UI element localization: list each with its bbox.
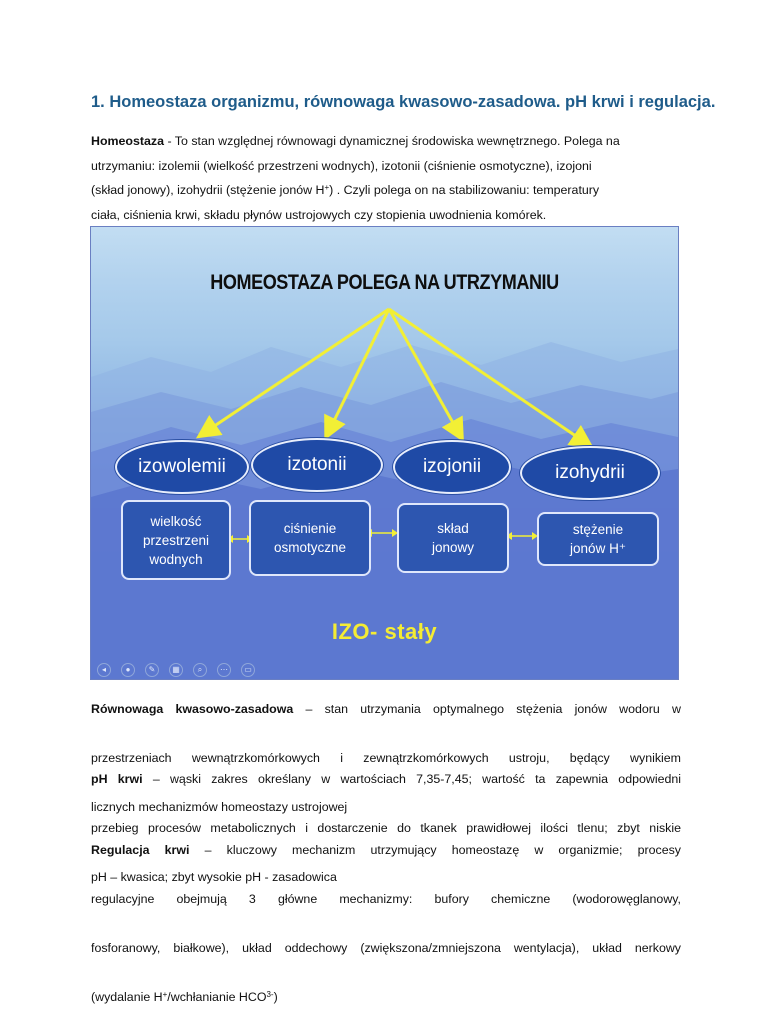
text-line: – wąski zakres określany w wartościach 7,35-7,45; wartość ta zapewnia odpowiedni <box>142 772 682 786</box>
oval-izohydrii: izohydrii <box>520 446 660 500</box>
camera-icon[interactable]: ▭ <box>241 663 255 677</box>
slide-title: HOMEOSTAZA POLEGA NA UTRZYMANIU <box>210 271 559 294</box>
term-homeostaza: Homeostaza <box>91 134 164 148</box>
superscript: 3- <box>266 990 274 999</box>
paragraph-regulacja <box>91 838 681 1010</box>
superscript: + <box>324 183 330 192</box>
text-line: (skład jonowy), izohydrii (stężenie jonów H <box>91 183 325 197</box>
zoom-icon[interactable]: ⌕ <box>193 663 207 677</box>
box-sklad-jonowy: skład jonowy <box>397 503 509 573</box>
pen-icon[interactable]: ✎ <box>145 663 159 677</box>
text-line: pH – kwasica; zbyt wysokie pH - zasadowica <box>91 870 337 884</box>
oval-izotonii: izotonii <box>251 438 383 492</box>
arrow-to-izotonii <box>327 309 389 435</box>
term-ph-krwi: pH krwi <box>91 772 143 786</box>
superscript: + <box>162 990 168 999</box>
grid-icon[interactable]: ▦ <box>169 663 183 677</box>
text-line: licznych mechanizmów homeostazy ustrojowej <box>91 800 348 814</box>
box-stezenie-jonow-h: stężenie jonów H⁺ <box>537 512 659 566</box>
document-heading: 1. Homeostaza organizmu, równowaga kwasowo-zasadowa. pH krwi i regulacja. <box>91 93 716 111</box>
text-line: /wchłanianie HCO <box>167 990 267 1004</box>
term-regulacja: Regulacja krwi <box>91 843 190 857</box>
slide-image <box>91 227 678 679</box>
box-cisnienie-osmotyczne: ciśnienie osmotyczne <box>249 500 371 576</box>
text-line: - To stan względnej równowagi dynamicznej środowiska wewnętrznego. Polega na <box>164 134 620 148</box>
slide-footer: IZO- stały <box>331 619 438 644</box>
arrow-to-izojonii <box>389 309 461 437</box>
text-line: przestrzeniach wewnątrzkomórkowych i zewnątrzkomórkowych ustroju, będący wynikiem <box>91 751 681 765</box>
text-line: – stan utrzymania optymalnego stężenia jonów wodoru w <box>293 702 681 716</box>
text-line: ) <box>273 990 278 1004</box>
text-line: przebieg procesów metabolicznych i dostarczenie do tkanek prawidłowej ilości tlenu; zbyt niskie <box>91 821 681 835</box>
text-line: – kluczowy mechanizm utrzymujący homeostazę w organizmie; procesy <box>189 843 681 857</box>
slide-toolbar <box>91 661 678 679</box>
previous-icon[interactable]: ◂ <box>97 663 111 677</box>
arrow-to-izohydrii <box>389 309 589 445</box>
text-line: regulacyjne obejmują 3 główne mechanizmy: bufory chemiczne (wodorowęglanowy, <box>91 892 681 906</box>
paragraph-homeostaza <box>91 129 681 227</box>
arrow-to-izowolemii <box>201 309 389 435</box>
box-wielkosc-przestrzeni-wodnych: wielkość przestrzeni wodnych <box>121 500 231 580</box>
pointer-icon[interactable]: ● <box>121 663 135 677</box>
menu-icon[interactable]: ⋯ <box>217 663 231 677</box>
text-line: (wydalanie H <box>91 990 163 1004</box>
text-line: utrzymaniu: izolemii (wielkość przestrzeni wodnych), izotonii (ciśnienie osmotyczne), izojoni <box>91 158 592 173</box>
text-line: ) . Czyli polega on na stabilizowaniu: temperatury <box>329 183 600 197</box>
oval-izowolemii: izowolemii <box>115 440 249 494</box>
text-line: ciała, ciśnienia krwi, składu płynów ustrojowych czy stopienia uwodnienia komórek. <box>91 207 547 222</box>
oval-izojonii: izojonii <box>393 440 511 494</box>
text-line: fosforanowy, białkowe), układ oddechowy (zwiększona/zmniejszona wentylacja), układ nerkowy <box>91 941 681 955</box>
term-rownowaga: Równowaga kwasowo-zasadowa <box>91 702 294 716</box>
